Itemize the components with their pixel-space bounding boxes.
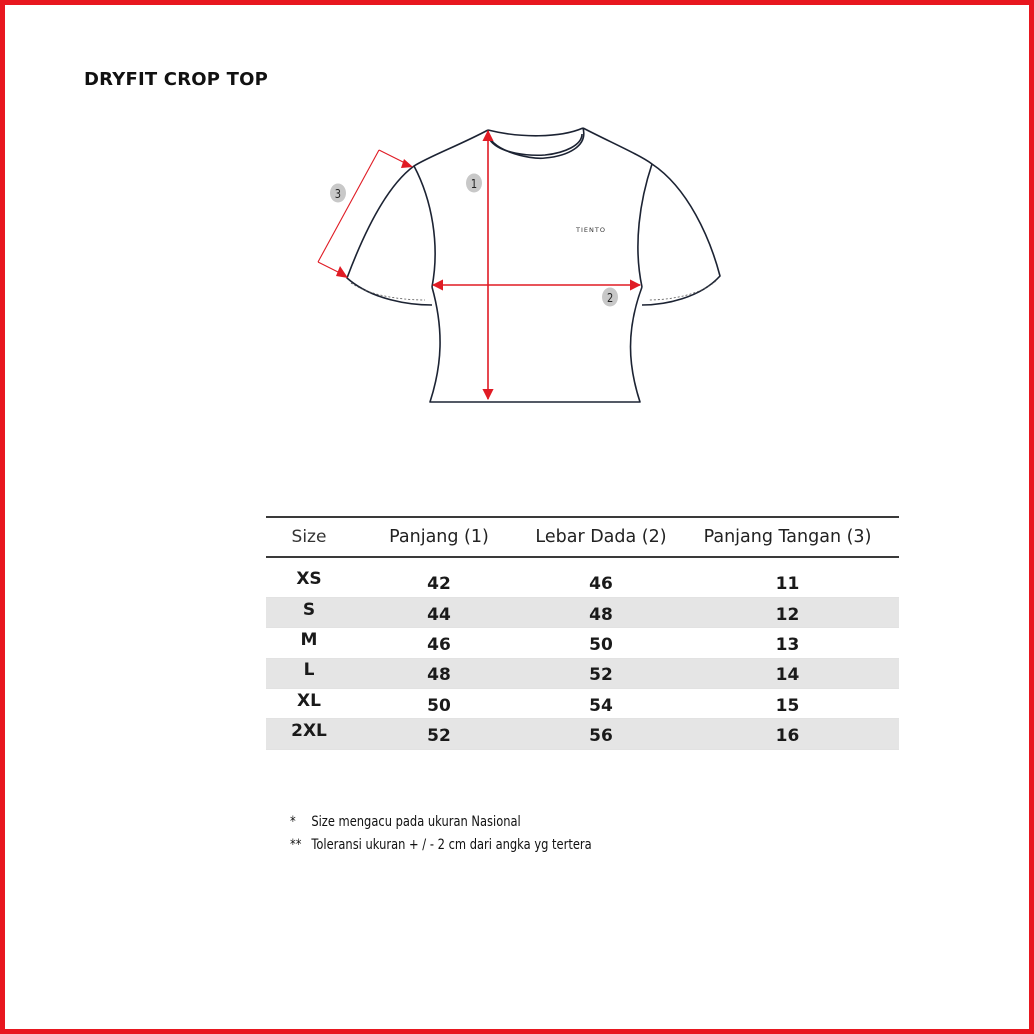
measure-sleeve-arrow [318, 150, 411, 276]
note-mark: * [290, 814, 296, 830]
note-tolerance [290, 837, 592, 860]
cell-size: S [302, 599, 316, 620]
cell-panjang: 48 [427, 665, 451, 686]
cell-panjang-tangan: 13 [775, 634, 800, 655]
cell-size: XS [296, 568, 322, 589]
cell-lebar-dada: 48 [589, 604, 613, 625]
cell-panjang-tangan: 16 [775, 726, 800, 747]
size-notes [290, 814, 592, 860]
cell-panjang-tangan: 12 [775, 604, 800, 625]
crop-top-measurement-diagram [300, 120, 740, 415]
cell-panjang: 52 [427, 726, 451, 747]
table-header-row [266, 517, 899, 557]
table-row [266, 689, 899, 719]
note-text: Toleransi ukuran + / - 2 cm dari angka yg tertera [311, 837, 592, 853]
sleeve-stitching [351, 281, 716, 300]
page-title: DRYFIT CROP TOP [84, 69, 268, 90]
cell-panjang-tangan: 15 [775, 695, 800, 716]
brand-label: TIENTO [576, 226, 606, 234]
cell-lebar-dada: 50 [589, 634, 613, 655]
marker-3 [330, 184, 346, 203]
cell-panjang-tangan: 11 [775, 573, 800, 594]
cell-panjang: 44 [427, 604, 451, 625]
note-text: Size mengacu pada ukuran Nasional [311, 814, 521, 830]
cell-size: M [300, 629, 318, 650]
table-row [266, 567, 899, 597]
cell-lebar-dada: 56 [589, 726, 613, 747]
cell-panjang: 42 [427, 573, 451, 594]
table-row [266, 719, 899, 749]
table-row [266, 658, 899, 688]
marker-2-label: 2 [606, 291, 614, 306]
cell-size: 2XL [291, 721, 327, 742]
cell-size: XL [297, 690, 321, 711]
header-panjang: Panjang (1) [389, 527, 489, 547]
cell-panjang-tangan: 14 [775, 665, 800, 686]
size-chart [266, 516, 899, 750]
cell-lebar-dada: 54 [589, 695, 613, 716]
cell-panjang: 50 [427, 695, 451, 716]
cell-lebar-dada: 46 [589, 573, 613, 594]
table-row [266, 597, 899, 627]
note-mark: ** [290, 837, 302, 853]
marker-1 [466, 174, 482, 193]
cell-lebar-dada: 52 [589, 665, 613, 686]
cell-size: L [303, 660, 315, 681]
marker-1-label: 1 [470, 177, 478, 192]
header-panjang-tangan: Panjang Tangan (3) [703, 527, 872, 547]
cell-panjang: 46 [427, 634, 451, 655]
note-national-size [290, 814, 592, 837]
shirt-outline [347, 128, 720, 402]
table-row [266, 628, 899, 658]
marker-2 [602, 288, 618, 307]
header-size: Size [291, 527, 327, 547]
marker-3-label: 3 [334, 187, 341, 202]
header-lebar-dada: Lebar Dada (2) [535, 527, 667, 547]
